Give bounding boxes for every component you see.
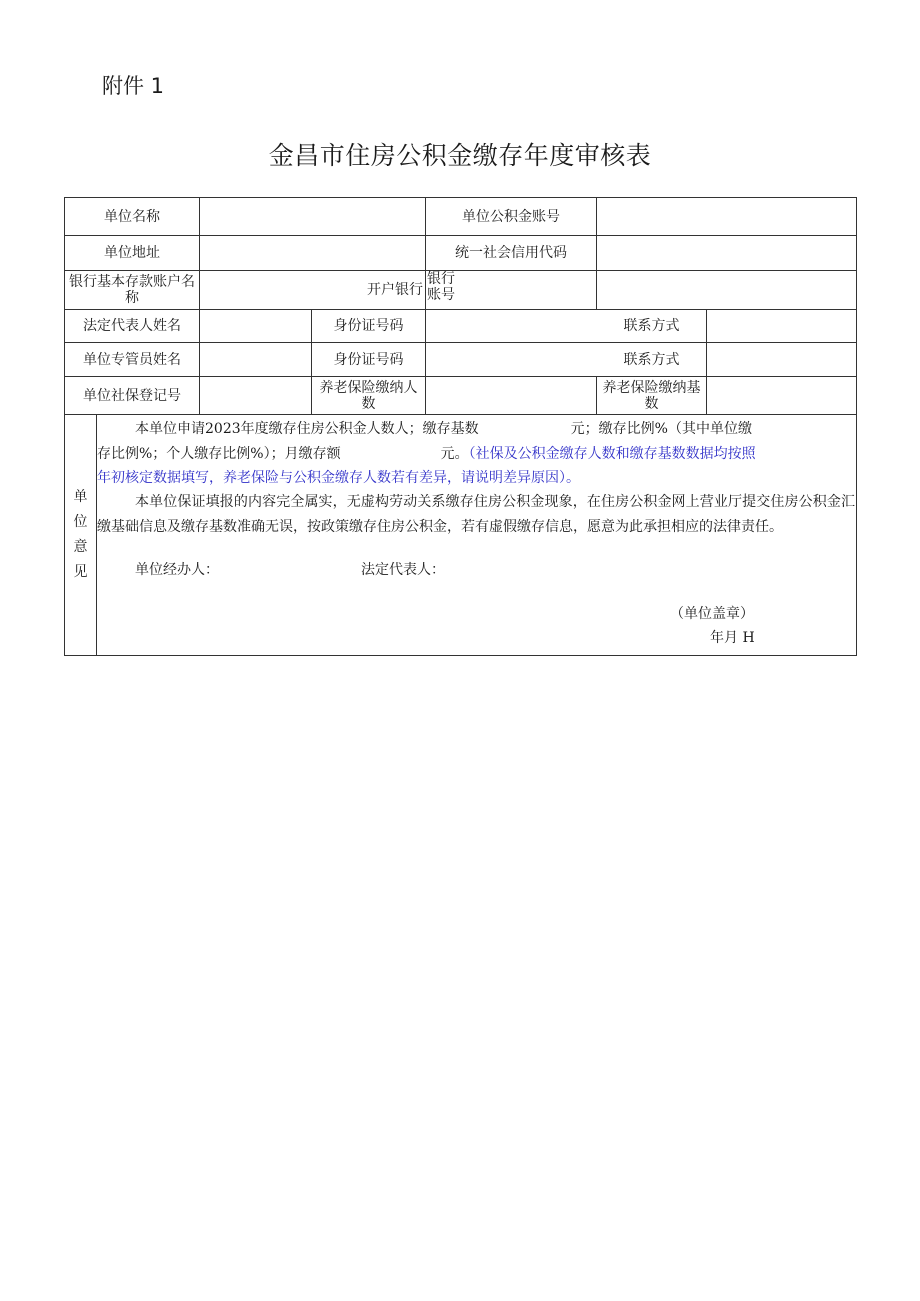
opinion-text: 元；缴存比例%（其中单位缴 <box>570 421 752 437</box>
bank-account-no-field[interactable] <box>597 271 856 309</box>
opinion-side-char: 单 <box>73 489 88 505</box>
pension-count-field[interactable] <box>426 377 596 414</box>
label-id-number: 身份证号码 <box>333 351 404 368</box>
unit-address-field[interactable] <box>200 236 425 270</box>
label-legal-rep-sign: 法定代表人： <box>361 562 445 578</box>
opinion-line-2 <box>97 442 855 467</box>
unit-name-field[interactable] <box>200 198 425 235</box>
label-pension-base: 养老保险缴纳基数 <box>602 379 701 412</box>
row-divider <box>65 414 856 415</box>
label-unit-name: 单位名称 <box>104 208 160 225</box>
opinion-line-1 <box>135 417 855 442</box>
label-contact: 联系方式 <box>623 318 680 334</box>
credit-code-field[interactable] <box>597 236 856 270</box>
label-unit-account: 单位公积金账号 <box>462 208 560 225</box>
legal-rep-name-field[interactable] <box>200 310 311 342</box>
unit-account-field[interactable] <box>597 198 856 235</box>
opinion-text: 存比例%；个人缴存比例%）；月缴存额 <box>97 446 341 462</box>
id-number-field[interactable] <box>426 310 596 342</box>
label-bank-account-no-line2: 账号 <box>427 287 455 303</box>
attachment-label: 附件 1 <box>102 74 165 98</box>
date-label: 年月 H <box>710 630 755 646</box>
contact-field[interactable] <box>707 310 856 342</box>
label-bank: 开户银行 <box>367 282 423 298</box>
manager-id-number-field[interactable] <box>426 343 596 376</box>
label-handler: 单位经办人： <box>135 562 219 578</box>
label-id-number: 身份证号码 <box>333 318 404 334</box>
label-bank-account-name: 银行基本存款账户名称 <box>69 274 195 306</box>
opinion-guarantee: 本单位保证填报的内容完全属实，无虚构劳动关系缴存住房公积金现象，在住房公积金网上营业厅提交住房公积金汇缴基础信息及缴存基数准确无误，按政策缴存住房公积金，若有虚假缴存信息，愿意为此承担相应的法律责任。 <box>97 494 855 535</box>
opinion-side-char: 位 <box>73 514 88 530</box>
manager-name-field[interactable] <box>200 343 311 376</box>
label-pension-count: 养老保险缴纳人数 <box>319 379 418 412</box>
label-legal-rep-name: 法定代表人姓名 <box>83 318 181 334</box>
manager-contact-field[interactable] <box>707 343 856 376</box>
pension-base-field[interactable] <box>707 377 856 414</box>
label-contact: 联系方式 <box>623 351 680 368</box>
opinion-note-line: 年初核定数据填写，养老保险与公积金缴存人数若有差异，请说明差异原因）。 <box>97 470 580 486</box>
label-unit-address: 单位地址 <box>104 245 160 261</box>
seal-label: （单位盖章） <box>670 606 754 622</box>
label-social-security-no: 单位社保登记号 <box>83 387 181 404</box>
opinion-note: （社保及公积金缴存人数和缴存基数数据均按照 <box>468 446 756 462</box>
opinion-text: 元。 <box>440 446 469 462</box>
social-security-no-field[interactable] <box>200 377 311 414</box>
page-title: 金昌市住房公积金缴存年度审核表 <box>268 141 652 170</box>
label-bank-account-no-line1: 银行 <box>427 271 455 287</box>
opinion-text: 本单位申请2023年度缴存住房公积金人数人；缴存基数 <box>135 421 479 437</box>
label-bank-account-no <box>427 271 487 309</box>
label-manager-name: 单位专管员姓名 <box>83 351 181 368</box>
opinion-side-char: 见 <box>73 564 88 580</box>
opinion-side-char: 意 <box>73 539 88 555</box>
label-credit-code: 统一社会信用代码 <box>455 245 567 261</box>
opinion-side-label <box>65 415 96 655</box>
audit-form-table <box>64 197 857 656</box>
